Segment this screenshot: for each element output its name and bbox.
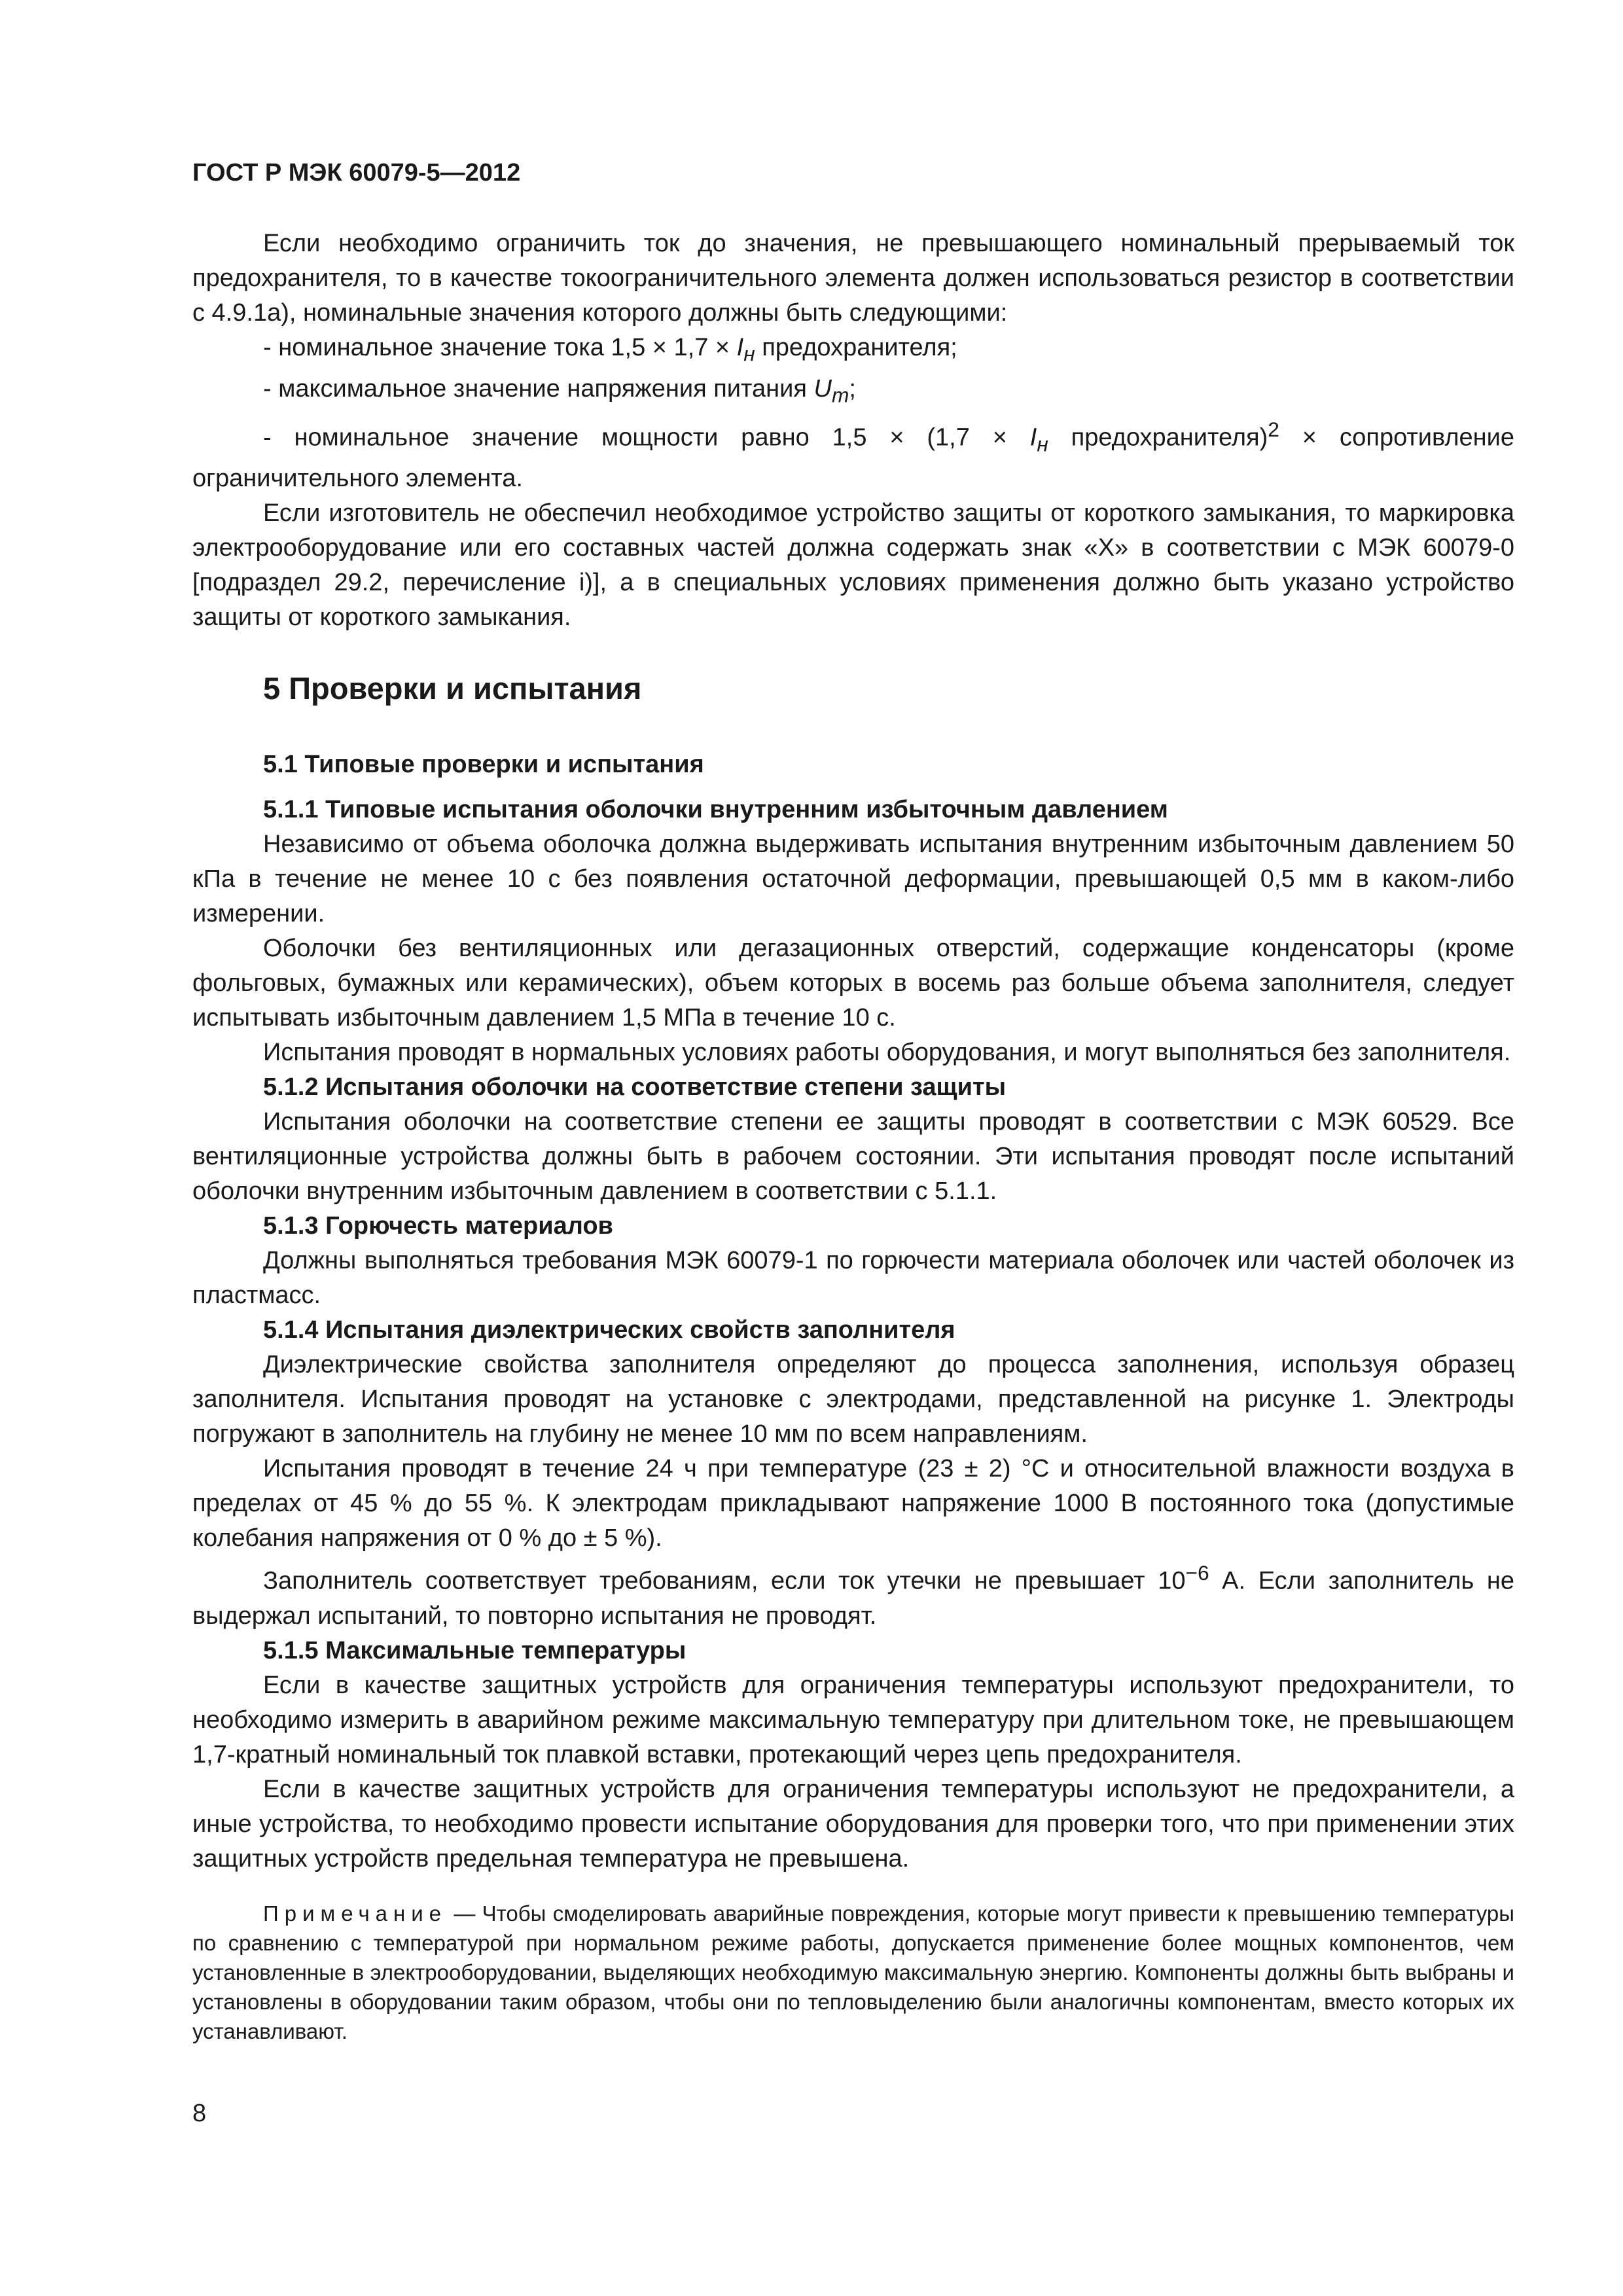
page-number: 8: [192, 2100, 207, 2127]
section-5-1-1-heading: 5.1.1 Типовые испытания оболочки внутренним избыточным давлением: [263, 796, 1168, 824]
section-5-1-4-paragraph-2: Испытания проводят в течение 24 ч при температуре (23 ± 2) °С и относительной влажности воздуха в пределах от 45 % до 55 %. К электродам прикладывают напряжение 1000 В постоянного тока (допустимые колебания напряжения от 0 % до ± 5 %).: [192, 1455, 1514, 1552]
section-5-1-1-paragraph-1: Независимо от объема оболочка должна выдерживать испытания внутренним избыточным давлением 50 кПа в течение не менее 10 с без появления остаточной деформации, превышающей 0,5 мм в каком-либо измерении.: [192, 831, 1514, 928]
note-paragraph: Примечание — Чтобы смоделировать аварийные повреждения, которые могут привести к превышению температуры по сравнению с температурой при нормальном режиме работы, допускается применение более мощных компонентов, чем установленные в электрооборудовании, выделяющих необходимую максимальную энергию. Компоненты должны быть выбраны и установлены в оборудовании таким образом, чтобы они по тепловыделению были аналогичны компонентам, вместо которых их устанавливают.: [192, 1901, 1514, 2044]
section-5-1-3-paragraph-1: Должны выполняться требования МЭК 60079-1 по горючести материала оболочек или частей оболочек из пластмасс.: [192, 1247, 1514, 1310]
section-5-1-5-heading: 5.1.5 Максимальные температуры: [263, 1637, 687, 1665]
section-5-1-2-paragraph-1: Испытания оболочки на соответствие степени ее защиты проводят в соответствии с МЭК 60529. Все вентиляционные устройства должны быть в рабочем состоянии. Эти испытания проводят после испытаний оболочки внутренним избыточным давлением в соответствии с 5.1.1.: [192, 1108, 1514, 1206]
section-5-1-3-heading: 5.1.3 Горючесть материалов: [263, 1212, 613, 1240]
list-item-voltage: - максимальное значение напряжения питания $U_m$;: [263, 374, 856, 407]
intro-paragraph-2: Если изготовитель не обеспечил необходимое устройство защиты от короткого замыкания, то маркировка электрооборудование или его составных частей должна содержать знак «X» в соответствии с МЭК 60079-0 [подраздел 29.2, перечисление i)], а в специальных условиях применения должно быть указано устройство защиты от короткого замыкания.: [192, 499, 1514, 632]
standard-header: ГОСТ Р МЭК 60079-5—2012: [192, 159, 521, 187]
section-5-1-1-paragraph-3: Испытания проводят в нормальных условиях работы оборудования, и могут выполняться без заполнителя.: [263, 1039, 1511, 1067]
section-5-1-2-heading: 5.1.2 Испытания оболочки на соответствие степени защиты: [263, 1073, 1007, 1102]
intro-paragraph-1: Если необходимо ограничить ток до значения, не превышающего номинальный прерываемый ток предохранителя, то в качестве токоограничительного элемента должен использоваться резистор в соответствии с 4.9.1a), номинальные значения которого должны быть следующими:: [192, 230, 1514, 327]
section-5-1-4-paragraph-3: Заполнитель соответствует требованиям, если ток утечки не превышает $10^{-6}$ А. Если заполнитель не выдержал испытаний, то повторно испытания не проводят.: [192, 1561, 1514, 1630]
note-label: Примечание: [263, 1901, 448, 1926]
list-item-power: - номинальное значение мощности равно $1,5 \times (1,7 \times I_н$ предохранителя)$^2$ × сопротивление ограничительного элемента.: [192, 418, 1514, 493]
section-5-1-5-paragraph-1: Если в качестве защитных устройств для ограничения температуры используют предохранители, то необходимо измерить в аварийном режиме максимальную температуру при длительном токе, не превышающем 1,7-кратный номинальный ток плавкой вставки, протекающий через цепь предохранителя.: [192, 1672, 1514, 1769]
document-page: [192, 157, 1514, 2046]
section-5-1-5-paragraph-2: Если в качестве защитных устройств для ограничения температуры используют не предохранители, а иные устройства, то необходимо провести испытание оборудования для проверки того, что при применении этих защитных устройств предельная температура не превышена.: [192, 1776, 1514, 1873]
section-5-1-heading: 5.1 Типовые проверки и испытания: [263, 751, 704, 779]
list-item-current: - номинальное значение тока $1,5 \times 1,7 \times I_н$ предохранителя;: [263, 334, 957, 366]
section-5-heading: 5 Проверки и испытания: [263, 671, 642, 706]
section-5-1-4-paragraph-1: Диэлектрические свойства заполнителя определяют до процесса заполнения, используя образец заполнителя. Испытания проводят на установке с электродами, представленной на рисунке 1. Электроды погружают в заполнитель на глубину не менее 10 мм по всем направлениям.: [192, 1351, 1514, 1448]
section-5-1-4-heading: 5.1.4 Испытания диэлектрических свойств заполнителя: [263, 1316, 955, 1344]
section-5-1-1-paragraph-2: Оболочки без вентиляционных или дегазационных отверстий, содержащие конденсаторы (кроме фольговых, бумажных или керамических), объем которых в восемь раз больше объема заполнителя, следует испытывать избыточным давлением 1,5 МПа в течение 10 с.: [192, 935, 1514, 1032]
